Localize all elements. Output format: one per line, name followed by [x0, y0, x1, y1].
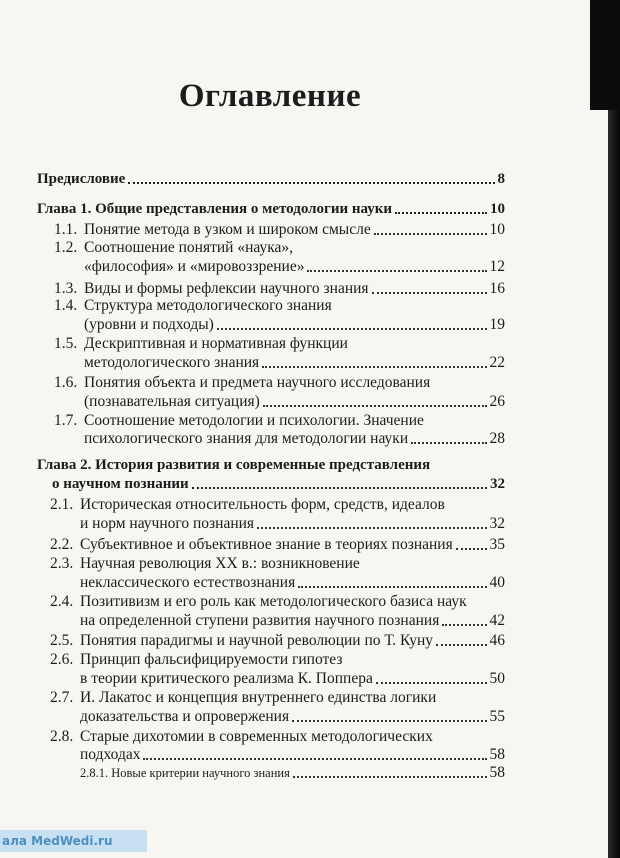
toc-page-number: 40: [489, 574, 505, 591]
leader-dots: [262, 366, 486, 368]
leader-dots: [263, 405, 487, 407]
toc-page-number: 22: [489, 354, 505, 371]
toc-entry-text-line1: Старые дихотомии в современных методологических: [80, 728, 433, 745]
toc-section-1-2-cont[interactable]: [84, 258, 505, 276]
toc-entry-preface[interactable]: [37, 170, 505, 188]
section-number: 2.4.: [50, 593, 74, 610]
leader-dots: [143, 758, 486, 760]
toc-entry-text: и норм научного познания: [80, 515, 255, 532]
toc-section-1-5[interactable]: [54, 335, 505, 353]
toc-section-2-2[interactable]: [50, 536, 505, 554]
scan-edge: [608, 0, 620, 858]
toc-entry-text-line1: Научная революция XX в.: возникновение: [80, 555, 360, 572]
toc-section-1-7[interactable]: [54, 412, 505, 430]
toc-page-number: 8: [497, 171, 505, 187]
toc-entry-text: на определенной ступени развития научного познания: [80, 612, 440, 629]
toc-entry-text: неклассического естествознания: [80, 574, 296, 591]
toc-page-number: 28: [489, 430, 505, 447]
page-title: Оглавление: [178, 78, 362, 114]
toc-entry-text-line1: Глава 2. История развития и современные представления: [37, 457, 431, 473]
toc-section-2-3[interactable]: [50, 555, 505, 573]
toc-entry-text-line1: Соотношение методологии и психологии. Значение: [84, 412, 424, 429]
toc-entry-text: Понятие метода в узком и широком смысле: [84, 221, 371, 238]
toc-section-2-4[interactable]: [50, 593, 505, 611]
section-number: 2.7.: [50, 689, 74, 706]
leader-dots: [442, 624, 486, 626]
toc-section-2-6[interactable]: [50, 651, 505, 669]
toc-section-2-1-cont[interactable]: [80, 515, 505, 533]
section-number: 1.1.: [54, 221, 78, 238]
toc-entry-text: доказательства и опровержения: [80, 708, 290, 725]
leader-dots: [376, 682, 487, 684]
toc-page-number: 55: [489, 708, 505, 725]
toc-entry-text: «философия» и «мировоззрение»: [84, 258, 305, 275]
toc-page-number: 50: [489, 670, 505, 687]
leader-dots: [293, 776, 487, 778]
toc-entry-text: Понятия парадигмы и научной революции по Т. Куну: [80, 632, 434, 649]
toc-section-2-7[interactable]: [50, 689, 505, 707]
toc-entry-text: Субъективное и объективное знание в теориях познания: [80, 536, 453, 553]
toc-section-1-7-cont[interactable]: [84, 430, 505, 448]
toc-page-number: 26: [489, 393, 505, 410]
watermark-footer: ала MedWedi.ru: [0, 830, 147, 852]
toc-entry-text: Предисловие: [37, 171, 126, 187]
toc-entry-text-line1: И. Лакатос и концепция внутреннего единства логики: [80, 689, 437, 706]
toc-entry-text: психологического знания для методологии науки: [84, 430, 409, 447]
toc-entry-text: подходах: [80, 746, 141, 763]
section-number: 2.5.: [50, 632, 74, 649]
toc-page-number: 46: [489, 632, 505, 649]
leader-dots: [411, 442, 486, 444]
toc-section-2-6-cont[interactable]: [80, 670, 505, 688]
toc-chapter-2-cont[interactable]: [52, 475, 505, 493]
toc-section-2-3-cont[interactable]: [80, 574, 505, 592]
section-number: 2.2.: [50, 536, 74, 553]
toc-page-number: 10: [489, 221, 505, 238]
toc-section-1-6-cont[interactable]: [84, 393, 505, 411]
leader-dots: [257, 527, 486, 529]
section-number: 2.3.: [50, 555, 74, 572]
leader-dots: [292, 720, 486, 722]
toc-section-1-4-cont[interactable]: [84, 316, 505, 334]
toc-entry-text: о научном познании: [52, 476, 189, 492]
leader-dots: [307, 270, 486, 272]
toc-page-number: 32: [490, 476, 505, 492]
toc-entry-text: 2.8.1. Новые критерии научного знания: [80, 766, 290, 780]
toc-page-number: 12: [489, 258, 505, 275]
section-number: 1.3.: [54, 280, 78, 297]
section-number: 2.8.: [50, 728, 74, 745]
toc-section-1-6[interactable]: [54, 374, 505, 392]
section-number: 1.4.: [54, 297, 78, 314]
toc-chapter-2[interactable]: [37, 456, 505, 474]
toc-entry-text-line1: Дескриптивная и нормативная функции: [84, 335, 348, 352]
toc-entry-text: в теории критического реализма К. Поппера: [80, 670, 373, 687]
leader-dots: [374, 233, 487, 235]
toc-page-number: 32: [489, 515, 505, 532]
leader-dots: [456, 548, 487, 550]
leader-dots: [372, 292, 487, 294]
toc-subsection-2-8-1[interactable]: [80, 764, 505, 782]
toc-entry-text: Глава 1. Общие представления о методологии науки: [37, 201, 393, 217]
toc-entry-text-line1: Позитивизм и его роль как методологического базиса наук: [80, 593, 467, 610]
section-number: 1.5.: [54, 335, 78, 352]
toc-section-1-3[interactable]: [54, 280, 505, 298]
toc-page-number: 42: [489, 612, 505, 629]
toc-section-2-4-cont[interactable]: [80, 612, 505, 630]
leader-dots: [298, 586, 486, 588]
toc-section-2-1[interactable]: [50, 496, 505, 514]
toc-entry-text: (познавательная ситуация): [84, 393, 260, 410]
leader-dots: [128, 182, 494, 184]
toc-section-2-5[interactable]: [50, 632, 505, 650]
toc-section-1-1[interactable]: [54, 221, 505, 239]
toc-section-2-8-cont[interactable]: [80, 746, 505, 764]
toc-chapter-1[interactable]: [37, 200, 505, 218]
section-number: 2.6.: [50, 651, 74, 668]
toc-entry-text: (уровни и подходы): [84, 316, 214, 333]
toc-entry-text-line1: Принцип фальсифицируемости гипотез: [80, 651, 343, 668]
leader-dots: [192, 487, 487, 489]
leader-dots: [217, 328, 487, 330]
toc-section-1-4[interactable]: [54, 297, 505, 315]
toc-page-number: 19: [489, 316, 505, 333]
toc-section-2-7-cont[interactable]: [80, 708, 505, 726]
toc-section-2-8[interactable]: [50, 728, 505, 746]
toc-entry-text: методологического знания: [84, 354, 260, 371]
toc-page-number: 35: [489, 536, 505, 553]
toc-entry-text: Виды и формы рефлексии научного знания: [84, 280, 369, 297]
toc-entry-text-line1: Понятия объекта и предмета научного исследования: [84, 374, 431, 391]
toc-section-1-2[interactable]: [54, 239, 505, 257]
toc-page-number: 58: [489, 764, 505, 781]
leader-dots: [436, 644, 486, 646]
toc-page-number: 58: [489, 746, 505, 763]
toc-page-number: 10: [490, 201, 505, 217]
section-number: 1.7.: [54, 412, 78, 429]
toc-page-number: 16: [489, 280, 505, 297]
toc-entry-text-line1: Структура методологического знания: [84, 297, 332, 314]
leader-dots: [395, 212, 487, 214]
section-number: 1.2.: [54, 239, 78, 256]
section-number: 2.1.: [50, 496, 74, 513]
toc-entry-text-line1: Соотношение понятий «наука»,: [84, 239, 294, 256]
toc-entry-text-line1: Историческая относительность форм, средств, идеалов: [80, 496, 445, 513]
section-number: 1.6.: [54, 374, 78, 391]
toc-section-1-5-cont[interactable]: [84, 354, 505, 372]
